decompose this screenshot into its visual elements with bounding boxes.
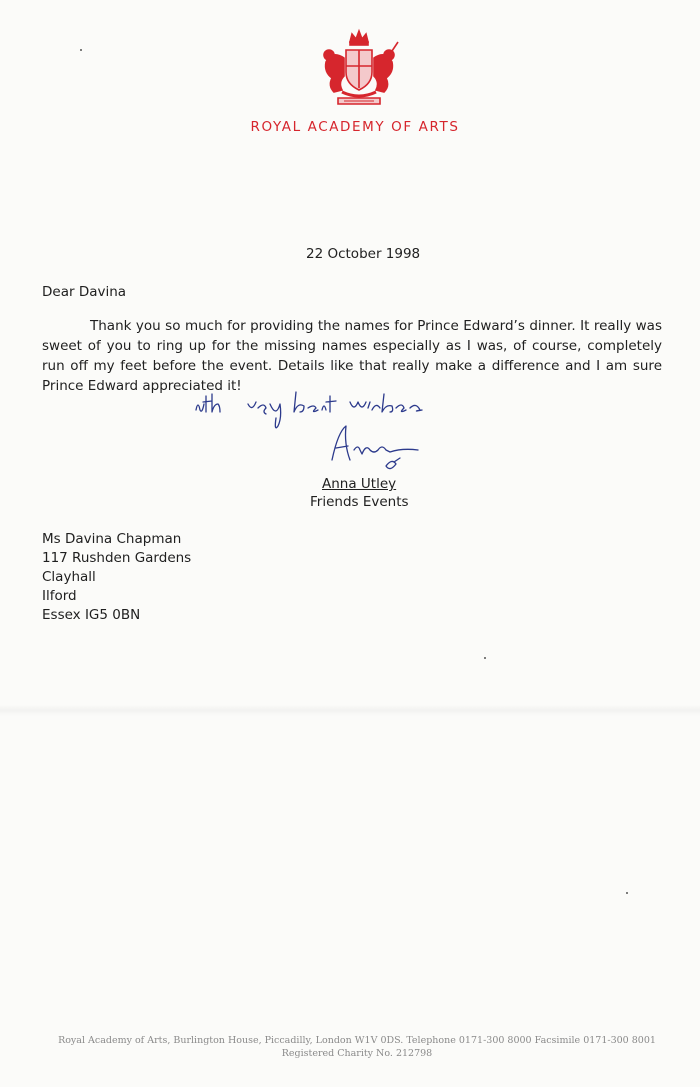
address-line: 117 Rushden Gardens <box>42 550 192 566</box>
signer-title: Friends Events <box>310 494 409 510</box>
letter-body: Thank you so much for providing the names for Prince Edward’s dinner. It really was sweet of you to ring up for the missing names especially as I was, of course, completely run off my feet before the event. Details like that really make a difference and I am sure Prince Edward appreciated it! <box>42 318 662 394</box>
paper-speck <box>80 49 82 51</box>
address-line: Ilford <box>42 588 77 604</box>
address-line: Essex IG5 0BN <box>42 607 141 623</box>
handwritten-sign-off <box>190 388 440 478</box>
address-line: Ms Davina Chapman <box>42 531 182 547</box>
address-line: Clayhall <box>42 569 96 585</box>
letterhead-footer <box>0 1034 700 1060</box>
letter-date: 22 October 1998 <box>306 246 421 262</box>
footer-address: Royal Academy of Arts, Burlington House, Piccadilly, London W1V 0DS. Telephone 0171-300 8000 Facsimile 0171-300 8001 <box>58 1035 656 1046</box>
salutation: Dear Davina <box>42 284 127 300</box>
organisation-name: ROYAL ACADEMY OF ARTS <box>250 119 460 135</box>
recipient-address <box>42 530 191 625</box>
paper-speck <box>626 892 628 894</box>
footer-charity-number: Registered Charity No. 212798 <box>281 1048 433 1059</box>
royal-coat-of-arms-icon <box>314 28 404 110</box>
signer-name: Anna Utley <box>322 476 397 492</box>
paper-speck <box>484 657 486 659</box>
